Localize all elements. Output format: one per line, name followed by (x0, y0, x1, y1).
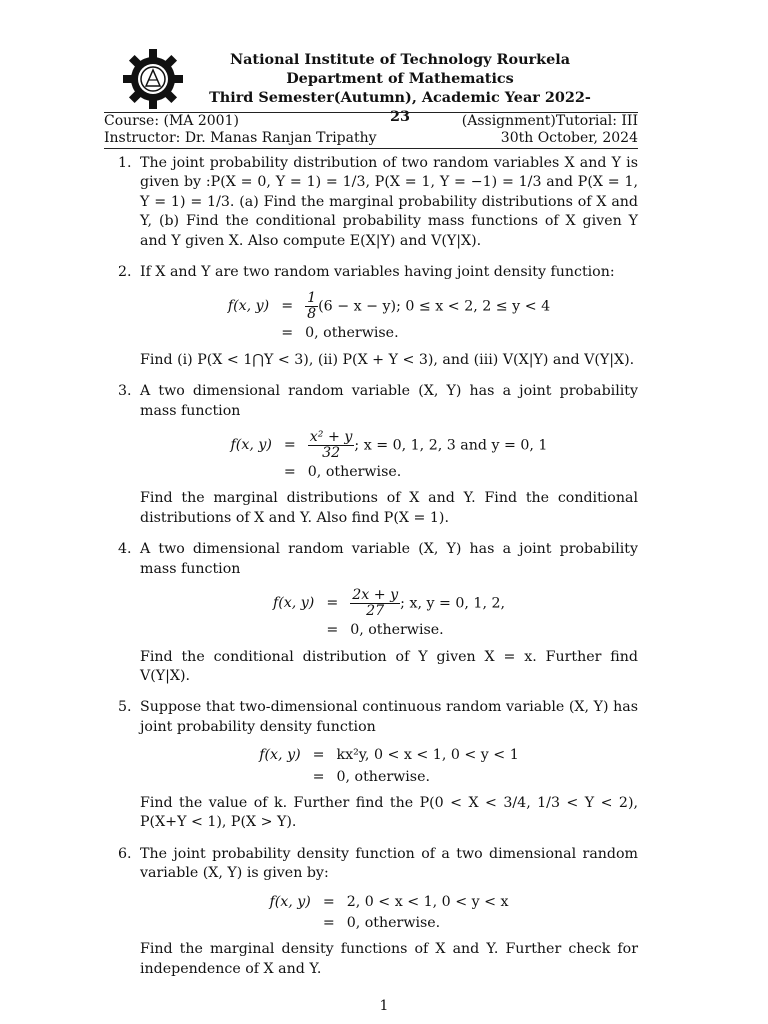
equation-equals: = (312, 768, 325, 785)
equation-otherwise: 0, otherwise. (336, 768, 430, 785)
equation-lhs: f(x, y) (269, 893, 311, 910)
question-number: 5. (118, 699, 132, 716)
equation-equals: = (281, 325, 294, 342)
header-divider-bottom (104, 148, 638, 149)
question-number: 3. (118, 383, 132, 400)
question-intro: If X and Y are two random variables having joint density function: (140, 264, 615, 281)
equation-otherwise: 0, otherwise. (346, 914, 441, 931)
question-task: Find the value of k. Further find the P(0 < X < 3/4, 1/3 < Y < 2), P(X+Y < 1), P(X > Y). (140, 794, 638, 831)
department-name: Department of Mathematics (286, 70, 514, 87)
page-number: 1 (379, 998, 389, 1014)
fraction-numerator: 2x + y (352, 587, 399, 604)
question-3 (104, 382, 638, 528)
equation-otherwise: 0, otherwise. (307, 464, 402, 481)
equation-rhs (299, 290, 556, 323)
equation-lhs: f(x, y) (227, 298, 270, 315)
equation-rhs (302, 429, 554, 462)
equation-equals: = (312, 747, 325, 764)
equation (140, 892, 638, 935)
course-meta (104, 113, 638, 147)
equation-otherwise: 0, otherwise. (350, 622, 444, 639)
fraction-denominator: 27 (366, 603, 385, 620)
equation-equals: = (326, 622, 339, 639)
equation-lhs: f(x, y) (230, 436, 272, 453)
question-intro: The joint probability density function of a two dimensional random variable (X, Y) is given by: (140, 845, 638, 882)
equation-equals: = (283, 436, 296, 453)
nit-rourkela-logo-icon (120, 46, 186, 112)
fraction-numerator: 1 (307, 290, 317, 307)
equation (140, 587, 638, 641)
equation-rhs-text: ; x, y = 0, 1, 2, (400, 595, 506, 612)
question-4 (104, 540, 638, 686)
question-task: Find the marginal distributions of X and Y. Find the conditional distributions of X and Y. Also find P(X = 1). (140, 490, 638, 526)
question-2 (104, 263, 638, 370)
equation (140, 290, 638, 344)
assignment-label: (Assignment)Tutorial: III (461, 113, 638, 129)
equation-equals: = (281, 298, 294, 315)
question-intro: Suppose that two-dimensional continuous random variable (X, Y) has joint probability density function (140, 699, 638, 735)
course-code: Course: (MA 2001) (104, 113, 239, 129)
equation-lhs: f(x, y) (259, 747, 301, 764)
fraction-denominator: 32 (322, 445, 341, 462)
fraction-numerator: x² + y (309, 429, 353, 446)
equation-lhs: f(x, y) (272, 594, 315, 611)
question-number: 2. (118, 264, 132, 281)
question-number: 6. (118, 845, 132, 862)
equation (140, 745, 638, 788)
question-intro: A two dimensional random variable (X, Y) has a joint probability mass function (140, 383, 638, 419)
equation-rhs-text: kx²y, 0 < x < 1, 0 < y < 1 (336, 747, 519, 764)
equation (140, 429, 638, 483)
fraction-denominator: 8 (307, 306, 317, 323)
equation-equals: = (326, 594, 339, 611)
question-task: Find the marginal density functions of X and Y. Further check for independence of X and Y. (140, 941, 638, 977)
question-list (104, 154, 638, 991)
question-intro: A two dimensional random variable (X, Y) has a joint probability mass function (140, 541, 638, 577)
equation-equals: = (322, 893, 335, 910)
fraction (308, 430, 355, 461)
equation-rhs-text: (6 − x − y); 0 ≤ x < 2, 2 ≤ y < 4 (318, 298, 551, 315)
institute-name: National Institute of Technology Rourkela (229, 51, 571, 68)
equation-rhs-text: 2, 0 < x < 1, 0 < y < x (346, 893, 509, 910)
instructor-name: Instructor: Dr. Manas Ranjan Tripathy (104, 130, 377, 146)
document-date: 30th October, 2024 (500, 130, 638, 146)
question-number: 1. (118, 155, 132, 171)
question-6 (104, 845, 638, 979)
question-task: Find the conditional distribution of Y given X = x. Further find V(Y|X). (140, 648, 638, 684)
question-text: The joint probability distribution of two random variables X and Y is given by :P(X = 0, Y = 1) = 1/3, P(X = 1, Y = −1) = 1/3 and P(X = 1, Y = 1) = 1/3. (a) Find the marginal probability distributions of X and Y, (b) Find the conditional probability mass functions of X given Y and Y given X. Also compute E(X|Y) and V(Y|X). (140, 155, 638, 249)
equation-equals: = (283, 464, 296, 481)
equation-otherwise: 0, otherwise. (305, 325, 399, 342)
question-task: Find (i) P(X < 1⋂Y < 3), (ii) P(X + Y < 3), and (iii) V(X|Y) and V(Y|X). (140, 351, 635, 368)
equation-rhs-text: ; x = 0, 1, 2, 3 and y = 0, 1 (354, 437, 548, 454)
fraction (305, 291, 318, 322)
equation-equals: = (322, 914, 335, 931)
question-5 (104, 698, 638, 832)
question-number: 4. (118, 541, 132, 558)
semester-info: Third Semester(Autumn), Academic Year 2022-23 (209, 89, 591, 125)
question-1 (104, 154, 638, 251)
fraction (350, 588, 400, 619)
equation-rhs (344, 587, 511, 620)
